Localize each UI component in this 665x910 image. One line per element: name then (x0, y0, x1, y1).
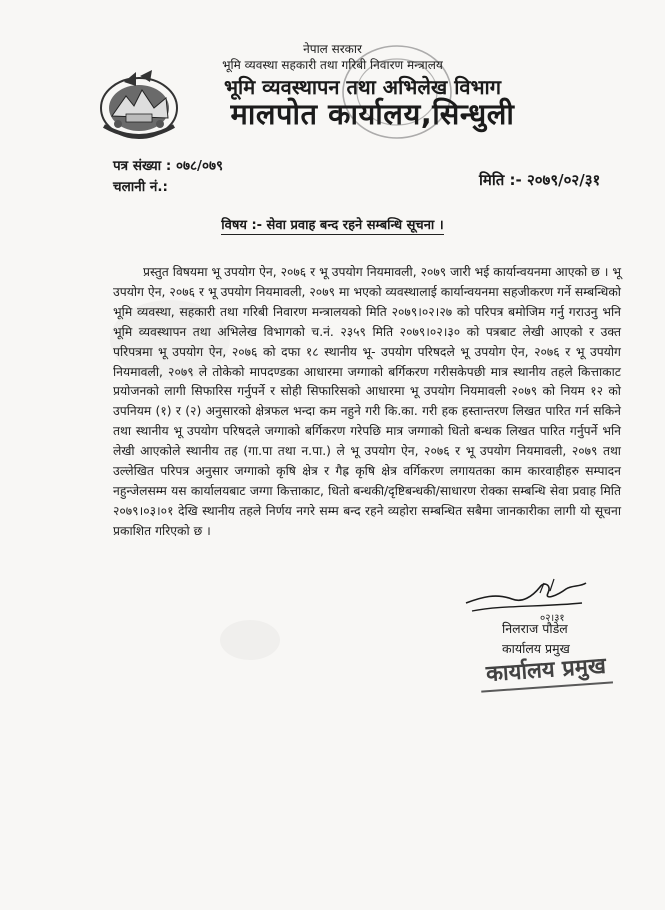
signer-name: निलराज पौडेल (502, 621, 568, 636)
header-line-department: भूमि व्यवस्थापन तथा अभिलेख विभाग (223, 75, 501, 99)
header-line-ministry: भूमि व्यवस्था सहकारी तथा गरिबी निवारण मन्त्रालय (222, 58, 443, 72)
handwritten-signature-icon (462, 575, 592, 625)
signer-title: कार्यालय प्रमुख (502, 641, 570, 656)
reference-number: पत्र संख्या : ०७८/०७९ (113, 158, 224, 174)
body-paragraph (113, 263, 621, 542)
signature-date: ०२।३१ (540, 613, 565, 624)
letter-date: मिति :- २०७९/०२/३१ (479, 171, 601, 189)
dispatch-number: चलानी नं.: (113, 179, 168, 195)
paper-smudge (220, 620, 280, 660)
header-line-government: नेपाल सरकार (303, 42, 362, 56)
subject-text: विषय :- सेवा प्रवाह बन्द रहने सम्बन्धि सूचना । (221, 218, 444, 233)
office-chief-stamp: कार्यालय प्रमुख (479, 649, 613, 692)
body-text: प्रस्तुत विषयमा भू उपयोग ऐन, २०७६ र भू उपयोग नियमावली, २०७९ जारी भई कार्यान्वयनमा आएको छ । भू उपयोग ऐन, २०७६ र भू उपयोग नियमावली, २०७९ मा भएको व्यवस्थालाई कार्यान्वयनमा सहजीकरण गर्ने सम्बन्धिको भूमि व्यवस्था, सहकारी तथा गरिबी निवारण मन्त्रालयको मिति २०७९।०२।२७ को परिपत्र बमोजिम गर्नु गराउनु भनि भूमि व्यवस्थापन तथा अभिलेख विभागको च.नं. २३५९ मिति २०७९।०२।३० को पत्रबाट लेखी आएको र उक्त परिपत्रमा भू उपयोग ऐन, २०७६ को दफा १८ स्थानीय भू- उपयोग परिषदले भू उपयोग ऐन, २०७६ र भू उपयोग नियमावली, २०७९ ले तोकेको मापदण्डका आधारमा जग्गाको बर्गिकरण गरीसकेपछी मात्र स्थानीय तहले कित्ताकाट प्रयोजनको लागी सिफारिस गर्नुपर्ने र सोही सिफारिसको आधारमा भू उपयोग नियमावली २०७९ को नियम १२ को उपनियम (१) र (२) अनुसारको क्षेत्रफल भन्दा कम नहुने गरी कि.का. गरी हक हस्तान्तरण लिखत पारित गर्न सकिने तथा स्थानीय भू उपयोग परिषदले जग्गाको बर्गिकरण गरेपछि मात्र जग्गाको धितो बन्धक लिखत पारित गर्नुपर्ने भनि लेखी आएकोले स्थानीय तह (गा.पा तथा न.पा.) ले भू उपयोग ऐन, २०७६ र भू उपयोग नियमावली, २०७९ तथा उल्लेखित परिपत्र अनुसार जग्गाको कृषि क्षेत्र र गैह्र कृषि क्षेत्र वर्गिकरण लगायतका काम कारवाहीहरु सम्पादन नहुन्जेलसम्म यस कार्यालयबाट जग्गा कित्ताकाट, धितो बन्धकी/दृष्टिबन्धकी/साधारण रोक्का सम्बन्धि सेवा प्रवाह मिति २०७९।०३।०१ देखि स्थानीय तहले निर्णय नगरे सम्म बन्द रहने व्यहोरा सम्बन्धित सबैमा जानकारीका लागी यो सूचना प्रकाशित गरिएको छ । (113, 265, 621, 538)
header-line-office: मालपोत कार्यालय,सिन्धुली (230, 97, 515, 131)
subject-line (0, 215, 665, 233)
